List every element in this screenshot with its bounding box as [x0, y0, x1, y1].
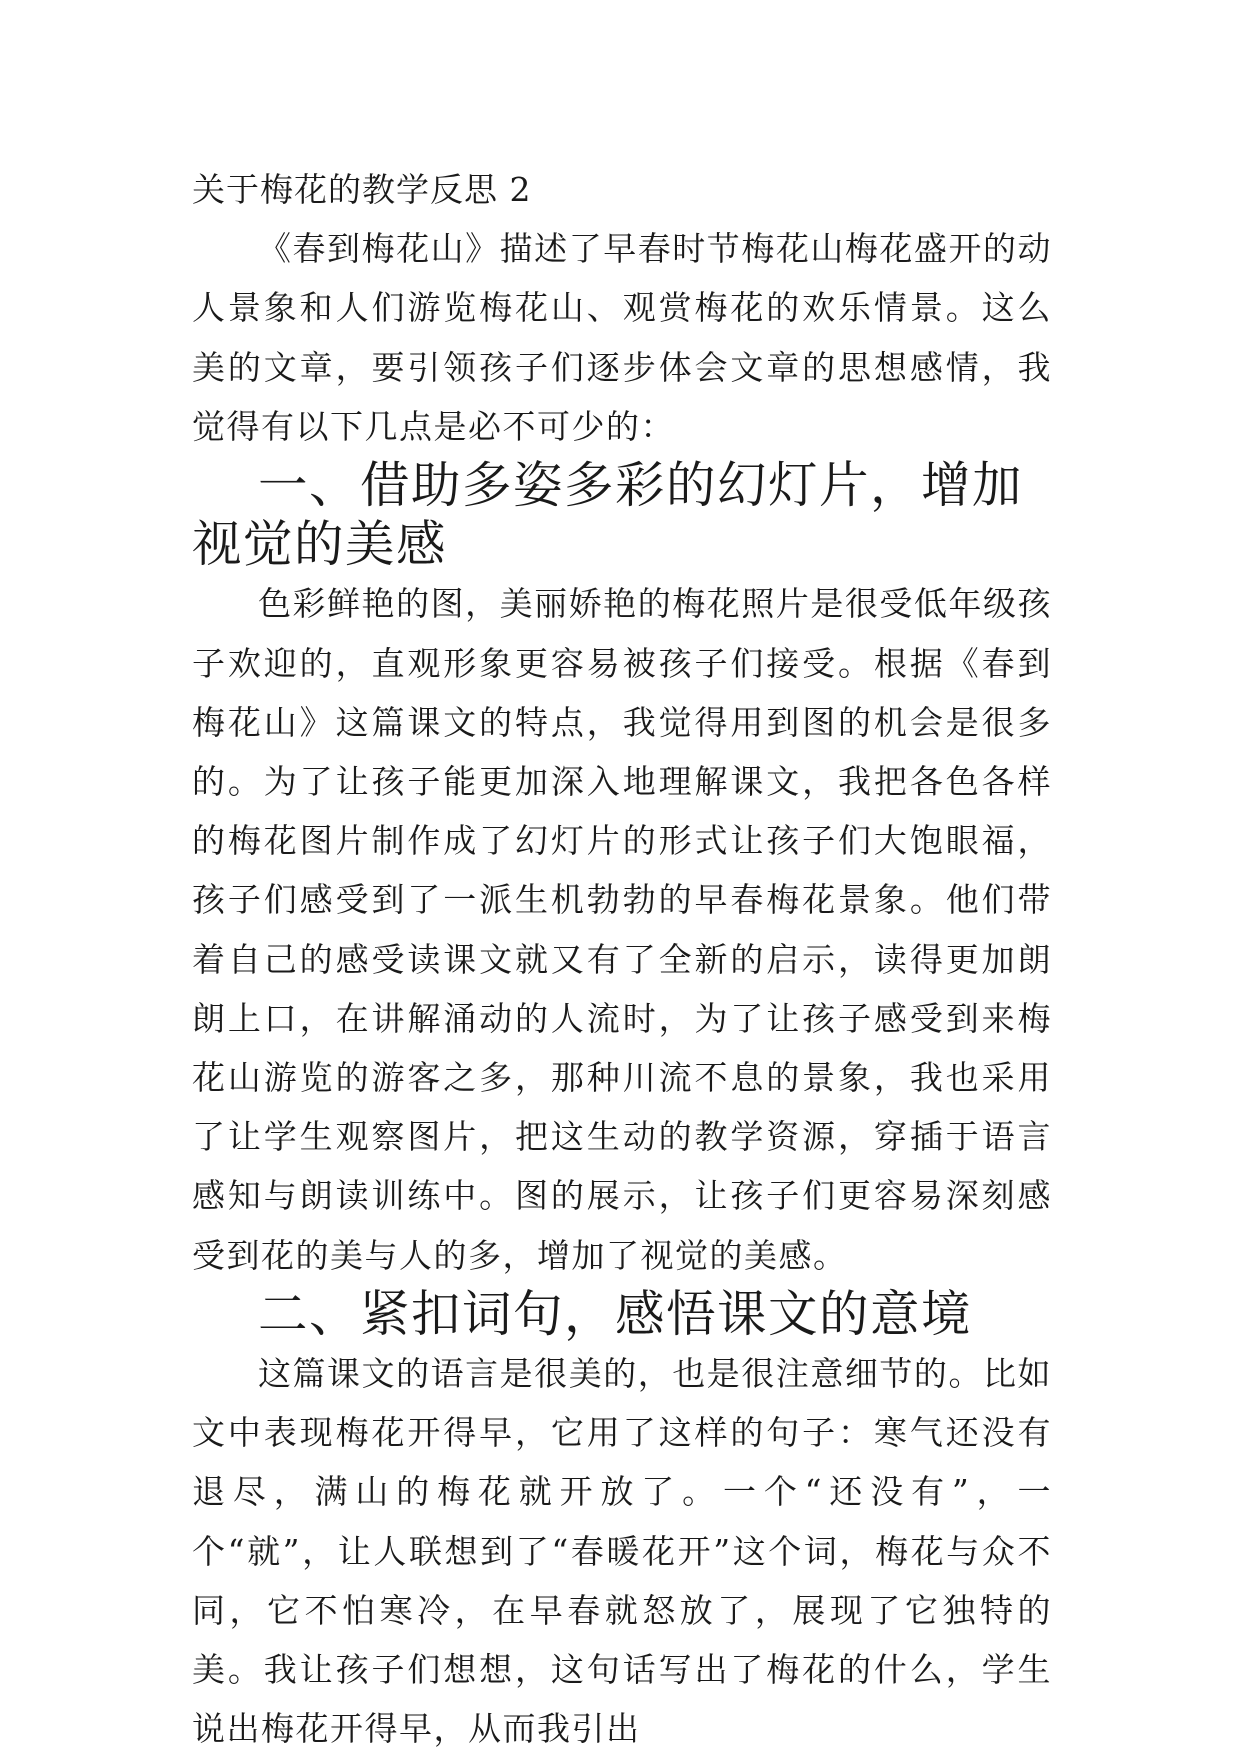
section-1-heading: 一、借助多姿多彩的幻灯片，增加视觉的美感	[192, 456, 1023, 574]
document-page	[192, 160, 1052, 1758]
section-1-paragraph: 色彩鲜艳的图，美丽娇艳的梅花照片是很受低年级孩子欢迎的，直观形象更容易被孩子们接受。根据《春到梅花山》这篇课文的特点，我觉得用到图的机会是很多的。为了让孩子能更加深入地理解课文，我把各色各样的梅花图片制作成了幻灯片的形式让孩子们大饱眼福，孩子们感受到了一派生机勃勃的早春梅花景象。他们带着自己的感受读课文就又有了全新的启示，读得更加朗朗上口，在讲解涌动的人流时，为了让孩子感受到来梅花山游览的游客之多，那种川流不息的景象，我也采用了让学生观察图片，把这生动的教学资源，穿插于语言感知与朗读训练中。图的展示，让孩子们更容易深刻感受到花的美与人的多，增加了视觉的美感。	[192, 584, 1052, 1275]
document-title: 关于梅花的教学反思 2	[192, 170, 532, 209]
section-2-heading: 二、紧扣词句，感悟课文的意境	[258, 1284, 972, 1343]
section-2-paragraph: 这篇课文的语言是很美的，也是很注意细节的。比如文中表现梅花开得早，它用了这样的句子：寒气还没有退尽，满山的梅花就开放了。一个“还没有”，一个“就”，让人联想到了“春暖花开”这个词，梅花与众不同，它不怕寒冷，在早春就怒放了，展现了它独特的美。我让孩子们想想，这句话写出了梅花的什么，学生说出梅花开得早，从而我引出	[192, 1354, 1052, 1749]
intro-paragraph: 《春到梅花山》描述了早春时节梅花山梅花盛开的动人景象和人们游览梅花山、观赏梅花的欢乐情景。这么美的文章，要引领孩子们逐步体会文章的思想感情，我觉得有以下几点是必不可少的：	[192, 229, 1052, 446]
